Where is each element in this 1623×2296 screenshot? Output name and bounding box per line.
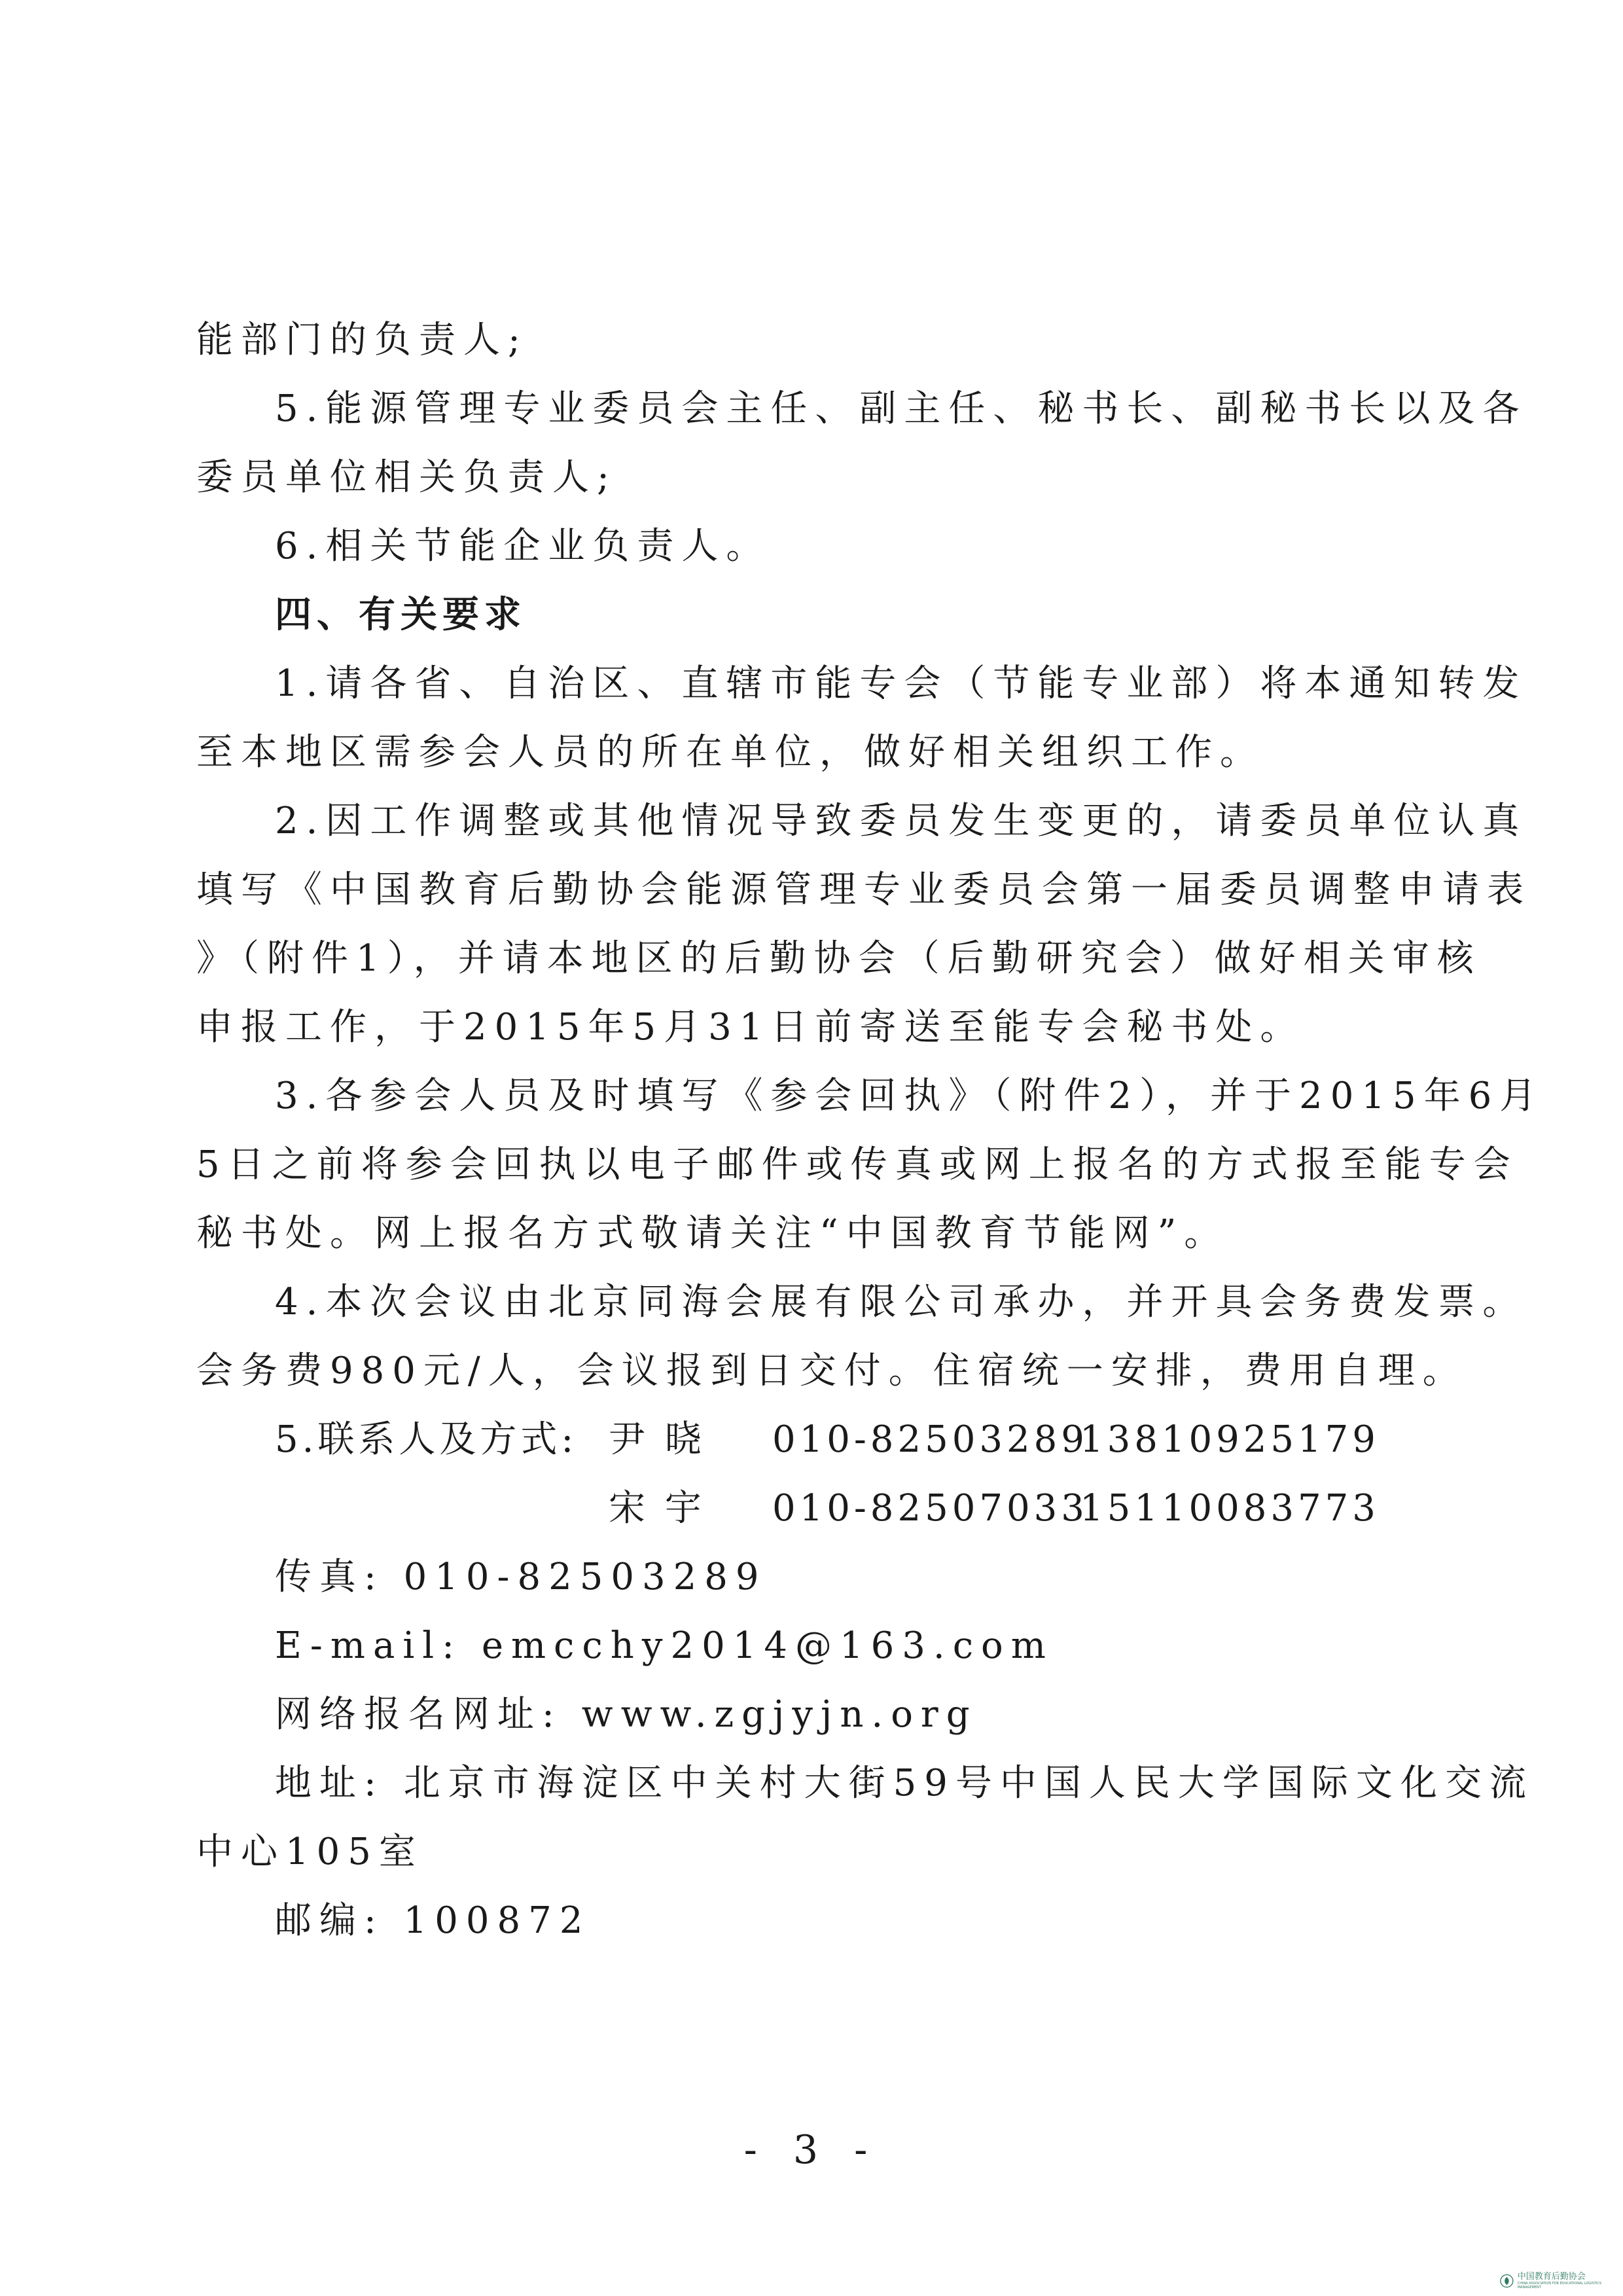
- website-line: 网络报名网址: www.zgjyjn.org: [275, 1693, 978, 1736]
- contact-name: 宋 宇: [609, 1487, 705, 1530]
- association-logo: [1500, 2271, 1611, 2291]
- body-line: 会务费980元/人，会议报到日交付。住宿统一安排，费用自理。: [196, 1350, 1467, 1392]
- body-line: 申报工作，于2015年5月31日前寄送至能专会秘书处。: [196, 1006, 1305, 1049]
- postcode-line: 邮编: 100872: [275, 1899, 591, 1942]
- body-line: 委员单位相关负责人;: [196, 456, 617, 499]
- body-line: 秘书处。网上报名方式敬请关注“中国教育节能网”。: [196, 1212, 1229, 1255]
- logo-subtext: CHINA ASSOCIATION FOR EDUCATIONAL LOGISTICS MANAGEMENT: [1517, 2282, 1602, 2289]
- contact-mobile: 15110083773: [1080, 1487, 1380, 1530]
- requirement-3: 3.各参会人员及时填写《参会回执》（附件2），并于2015年6月: [275, 1075, 1544, 1117]
- fax-line: 传真: 010-82503289: [275, 1556, 767, 1598]
- list-item-5: 5.能源管理专业委员会主任、副主任、秘书长、副秘书长以及各: [275, 387, 1527, 430]
- requirement-4: 4.本次会议由北京同海会展有限公司承办，并开具会务费发票。: [275, 1281, 1527, 1323]
- body-line: 填写《中国教育后勤协会能源管理专业委员会第一届委员调整申请表: [196, 869, 1531, 911]
- email-line: E-mail: emcchy2014@163.com: [275, 1624, 1054, 1667]
- requirement-1: 1.请各省、自治区、直辖市能专会（节能专业部）将本通知转发: [275, 662, 1527, 705]
- contact-mobile: 13810925179: [1080, 1418, 1380, 1461]
- contact-phone: 010-82503289: [772, 1418, 1088, 1461]
- body-line: 5日之前将参会回执以电子邮件或传真或网上报名的方式报至能专会: [196, 1143, 1518, 1186]
- contact-phone: 010-82507033: [772, 1487, 1088, 1530]
- address-line-2: 中心105室: [196, 1831, 423, 1873]
- body-line: 》（附件1），并请本地区的后勤协会（后勤研究会）做好相关审核: [196, 937, 1482, 980]
- address-line: 地址: 北京市海淀区中关村大街59号中国人民大学国际文化交流: [275, 1762, 1534, 1804]
- section-heading: 四、有关要求: [275, 594, 526, 636]
- list-item-6: 6.相关节能企业负责人。: [275, 525, 771, 567]
- logo-text: 中国教育后勤协会: [1517, 2272, 1586, 2282]
- leaf-logo-icon: [1500, 2273, 1514, 2289]
- body-line: 能部门的负责人;: [196, 319, 528, 361]
- body-line: 至本地区需参会人员的所在单位，做好相关组织工作。: [196, 731, 1264, 774]
- contact-label: 5.联系人及方式:: [275, 1418, 578, 1461]
- requirement-2: 2.因工作调整或其他情况导致委员发生变更的，请委员单位认真: [275, 800, 1527, 842]
- contact-name: 尹 晓: [609, 1418, 705, 1461]
- page-number: - 3 -: [743, 2127, 880, 2173]
